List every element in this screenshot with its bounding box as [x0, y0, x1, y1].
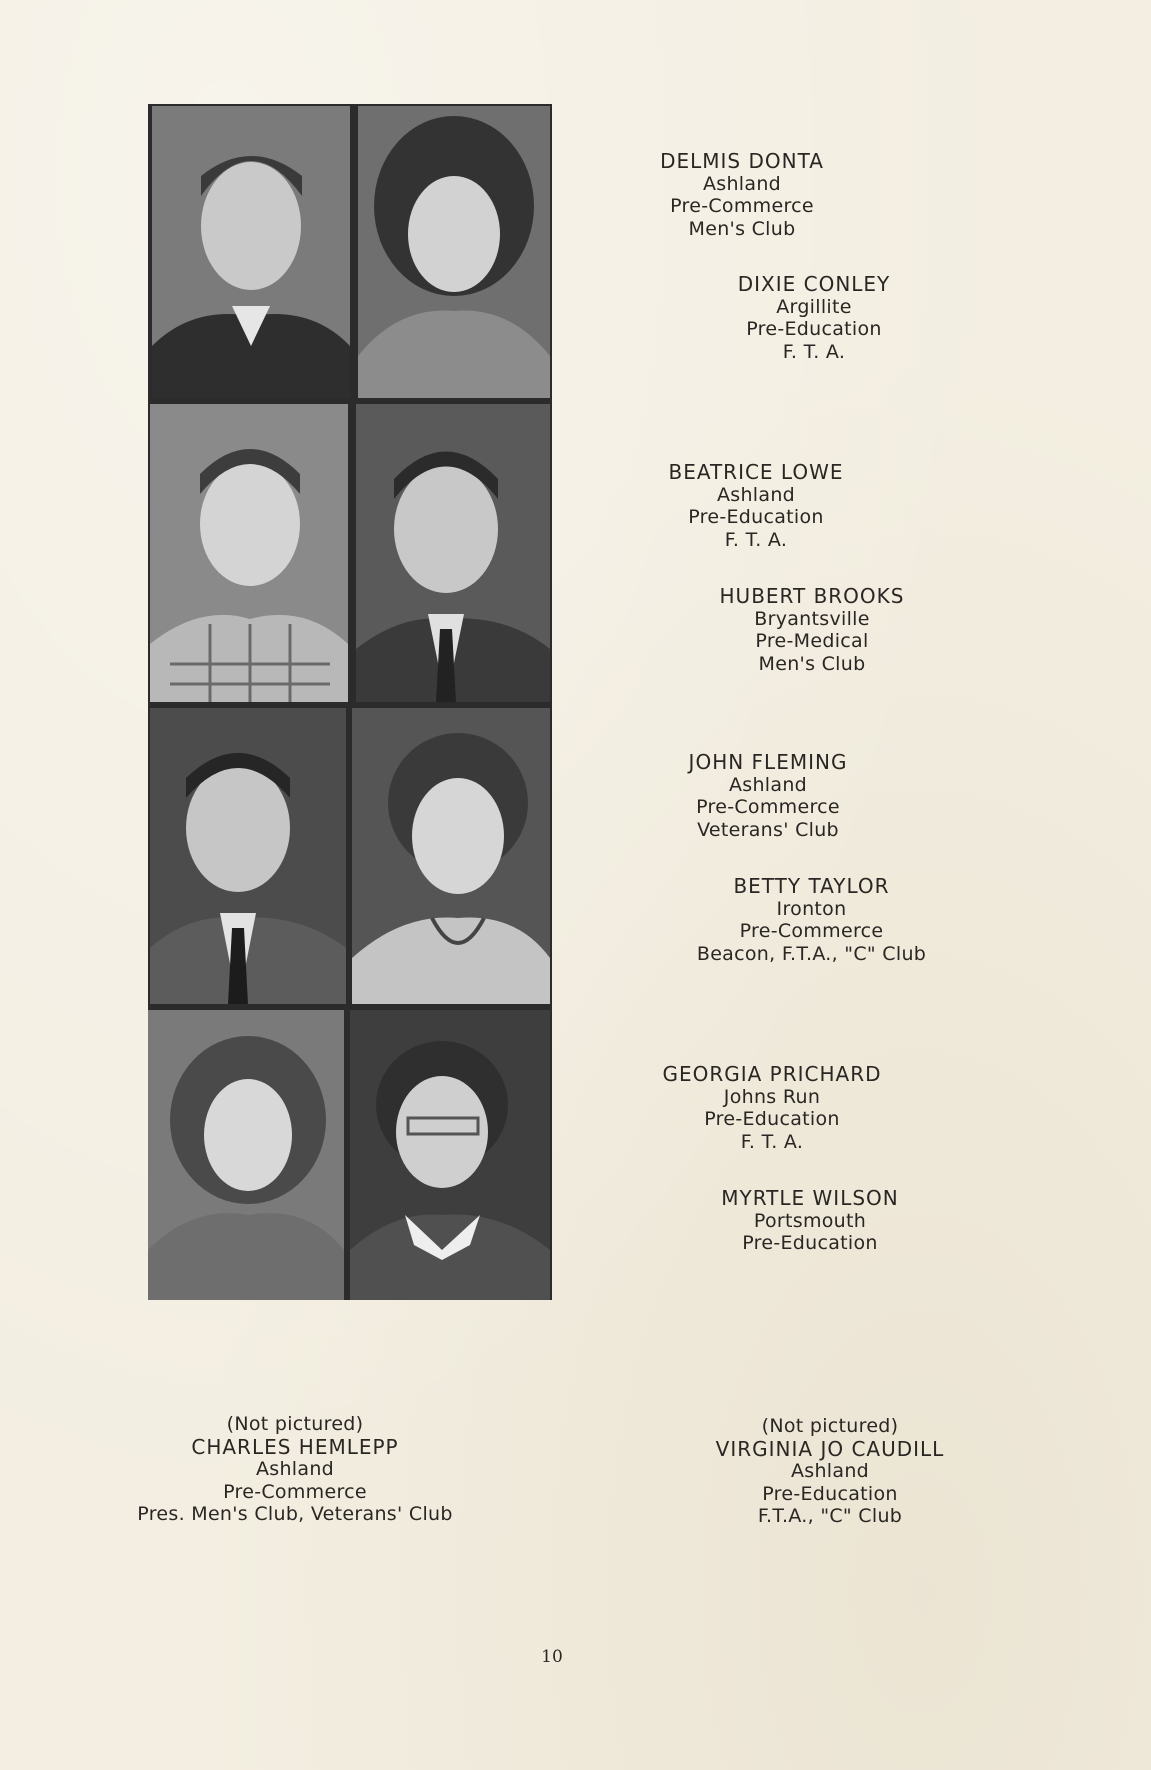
student-name: CHARLES HEMLEPP [191, 1434, 399, 1459]
student-hometown: Johns Run [723, 1085, 821, 1108]
student-hometown: Argillite [776, 295, 852, 318]
student-course: Pre-Education [688, 506, 824, 528]
student-course: Pre-Education [762, 1482, 898, 1505]
student-activities: F.T.A., "C" Club [757, 1505, 903, 1527]
not-pictured-note: (Not pictured) [226, 1413, 364, 1435]
student-course: Pre-Education [742, 1232, 878, 1254]
portrait-photo [352, 708, 550, 1004]
not-pictured-note: (Not pictured) [761, 1415, 899, 1437]
student-activities: Men's Club [758, 652, 866, 675]
student-course: Pre-Education [704, 1108, 840, 1130]
student-activities: Beacon, F.T.A., "C" Club [696, 942, 927, 965]
student-course: Pre-Education [746, 318, 882, 340]
student-entry-not-pictured [680, 1415, 980, 1528]
student-course: Pre-Medical [755, 630, 869, 652]
portrait-photo [150, 404, 348, 702]
portrait-photo [356, 404, 550, 702]
student-hometown: Ashland [702, 172, 782, 195]
student-name: VIRGINIA JO CAUDILL [715, 1436, 945, 1461]
portrait-grid [148, 104, 552, 1300]
portrait-photo [150, 708, 346, 1004]
student-hometown: Ashland [728, 773, 808, 796]
student-entry [648, 751, 888, 841]
student-hometown: Ironton [776, 897, 847, 920]
student-entry-not-pictured [120, 1413, 470, 1526]
student-hometown: Ashland [716, 483, 796, 506]
student-name: MYRTLE WILSON [721, 1186, 899, 1210]
student-hometown: Ashland [255, 1458, 335, 1480]
student-name: DELMIS DONTA [660, 149, 824, 173]
student-activities: F. T. A. [740, 1130, 804, 1153]
student-activities: F. T. A. [782, 340, 846, 363]
portrait-photo [152, 106, 350, 398]
student-entry [642, 1063, 902, 1153]
portrait-photo [148, 1010, 344, 1300]
portrait-photo [350, 1010, 550, 1300]
student-course: Pre-Commerce [223, 1480, 367, 1503]
portrait-photo [358, 106, 550, 398]
student-hometown: Portsmouth [753, 1209, 867, 1232]
student-activities: Pres. Men's Club, Veterans' Club [137, 1503, 453, 1525]
student-entry [636, 461, 876, 551]
student-name: DIXIE CONLEY [737, 272, 891, 296]
student-entry [622, 150, 862, 240]
student-activities: Veterans' Club [697, 818, 839, 841]
student-entry [694, 273, 934, 363]
student-name: JOHN FLEMING [688, 750, 848, 774]
student-hometown: Ashland [790, 1460, 870, 1482]
student-name: HUBERT BROOKS [719, 584, 905, 608]
student-entry [674, 875, 949, 965]
student-name: BETTY TAYLOR [733, 874, 890, 898]
student-hometown: Bryantsville [754, 607, 870, 630]
student-entry [690, 1187, 930, 1255]
student-name: BEATRICE LOWE [668, 460, 844, 484]
student-course: Pre-Commerce [739, 920, 884, 942]
page-number: 10 [541, 1647, 563, 1667]
student-activities: F. T. A. [724, 528, 788, 551]
student-course: Pre-Commerce [696, 796, 840, 818]
student-entry [692, 585, 932, 675]
student-course: Pre-Commerce [670, 195, 814, 217]
student-activities: Men's Club [688, 217, 796, 240]
student-name: GEORGIA PRICHARD [662, 1062, 882, 1086]
